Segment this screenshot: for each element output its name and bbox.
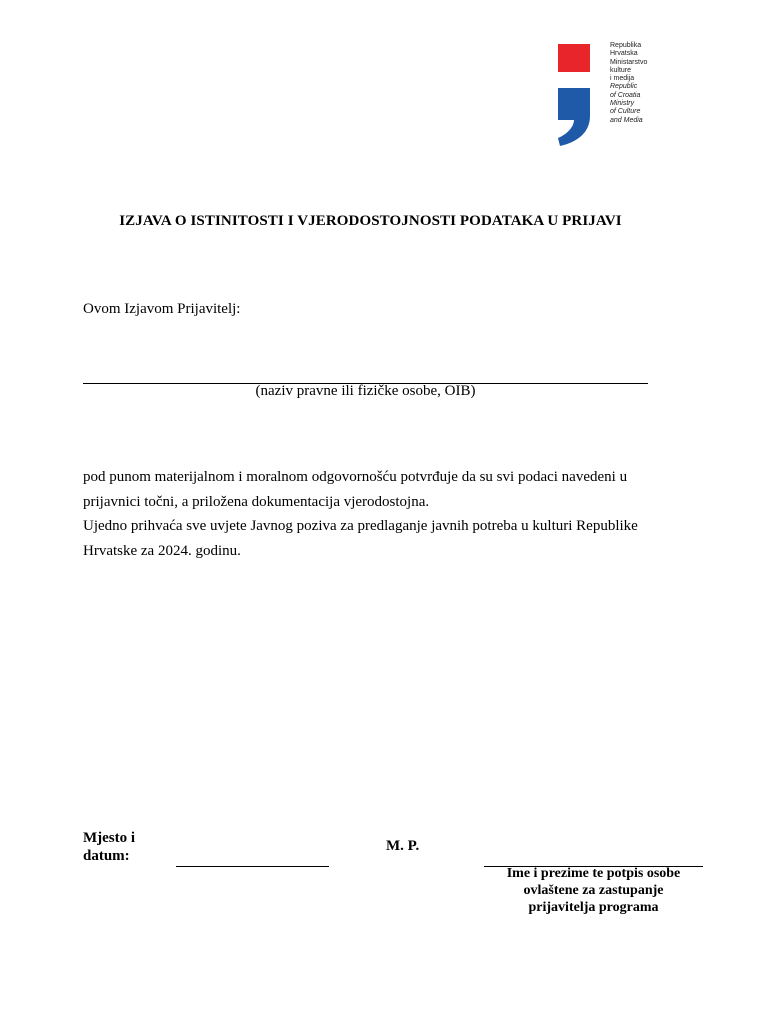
declaration-body <box>83 465 661 563</box>
signature-caption-line: ovlaštene za zastupanje <box>523 883 664 898</box>
signature-caption-line: Ime i prezime te potpis osobe <box>506 866 681 881</box>
body-line: Ujedno prihvaća sve uvjete Javnog poziva za predlaganje javnih potreba u kulturi Republike <box>83 518 638 534</box>
place-label: Mjesto i <box>83 830 136 846</box>
document-title: IZJAVA O ISTINITOSTI I VJERODOSTOJNOSTI PODATAKA U PRIJAVI <box>119 213 622 229</box>
seal-label: M. P. <box>386 838 420 854</box>
body-line: pod punom materijalnom i moralnom odgovornošću potvrđuje da su svi podaci navedeni u <box>83 469 628 485</box>
signature-caption-line: prijavitelja programa <box>528 900 659 915</box>
place-date-line[interactable] <box>176 866 329 867</box>
logo-line: kulture <box>610 66 632 74</box>
logo-line-en: and Media <box>610 116 643 124</box>
logo-blue-comma <box>556 86 596 148</box>
logo-line: Republika <box>610 42 642 49</box>
logo-line-en: Republic <box>610 83 638 91</box>
logo-line: Ministarstvo <box>610 58 648 66</box>
ministry-logo <box>556 42 666 152</box>
logo-line-en: Ministry <box>610 100 635 108</box>
body-line: Hrvatske za 2024. godinu. <box>83 542 241 559</box>
place-date-label <box>83 829 135 865</box>
body-line: prijavnici točni, a priložena dokumentacija vjerodostojna. <box>83 493 430 510</box>
logo-line: i medija <box>610 75 635 83</box>
logo-red-square <box>558 44 590 72</box>
logo-line: Hrvatska <box>610 50 638 58</box>
signature-caption <box>476 865 711 916</box>
logo-line-en: of Culture <box>610 108 641 116</box>
logo-text <box>610 42 647 125</box>
date-label: datum: <box>83 848 130 864</box>
logo-line-en: of Croatia <box>610 91 641 99</box>
applicant-caption: (naziv pravne ili fizičke osobe, OIB) <box>255 383 476 399</box>
intro-text: Ovom Izjavom Prijavitelj: <box>83 301 241 317</box>
